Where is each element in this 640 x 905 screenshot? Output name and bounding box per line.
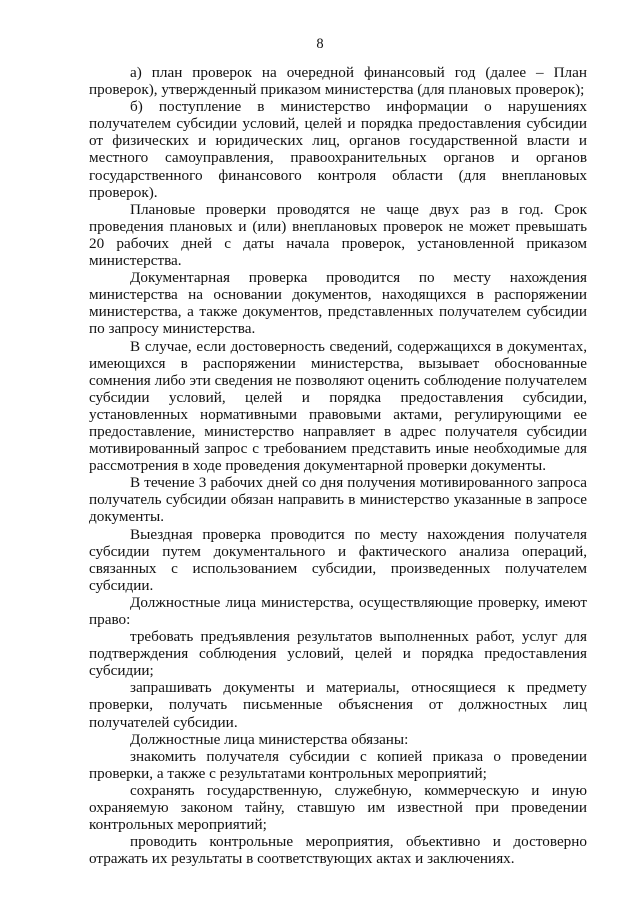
paragraph-duty-objectivity: проводить контрольные мероприятия, объективно и достоверно отражать их результаты в соответствующих актах и заключениях. [89, 833, 587, 868]
paragraph-violation-info: б) поступление в министерство информации о нарушениях получателем субсидии условий, целей и порядка предоставления субсидии от физических и юридических лиц, органов государственной власти и местного самоуправления, правоохранительных органов и органов государственного финансового контроля области (для внеплановых проверок). [89, 98, 587, 201]
paragraph-plan-checks: а) план проверок на очередной финансовый год (далее – План проверок), утвержденный приказом министерства (для плановых проверок); [89, 64, 587, 99]
paragraph-documentary-check: Документарная проверка проводится по месту нахождения министерства на основании документов, находящихся в распоряжении министерства, а также документов, представленных получателем субсидии по запросу министерства. [89, 269, 587, 338]
paragraph-duty-confidentiality: сохранять государственную, служебную, коммерческую и иную охраняемую законом тайну, ставшую им известной при проведении контрольных мероприятий; [89, 781, 587, 834]
paragraph-reasoned-request: В случае, если достоверность сведений, содержащихся в документах, имеющихся в распоряжении министерства, вызывает обоснованные сомнения либо эти сведения не позволяют оценить соблюдение получателем субсидии условий, целей и порядка предоставления субсидии, установленных нормативными правовыми актами, регулирующими ее предоставление, министерство направляет в адрес получателя субсидии мотивированный запрос с требованием представить иные необходимые для рассмотрения в ходе проведения документарной проверки документы. [89, 337, 587, 475]
paragraph-onsite-check: Выездная проверка проводится по месту нахождения получателя субсидии путем документального и фактического анализа операций, связанных с использованием субсидии, произведенных получателем субсидии. [89, 525, 587, 594]
paragraph-check-frequency: Плановые проверки проводятся не чаще двух раз в год. Срок проведения плановых и (или) внеплановых проверок не может превышать 20 рабочих дней с даты начала проверок, установленной приказом министерства. [89, 200, 587, 270]
document-body [89, 64, 587, 867]
paragraph-response-deadline: В течение 3 рабочих дней со дня получения мотивированного запроса получатель субсидии обязан направить в министерство указанные в запросе документы. [89, 474, 587, 526]
paragraph-duty-inform: знакомить получателя субсидии с копией приказа о проведении проверки, а также с результатами контрольных мероприятий; [89, 747, 587, 782]
paragraph-officials-duties: Должностные лица министерства обязаны: [130, 730, 409, 748]
paragraph-right-demand-results: требовать предъявления результатов выполненных работ, услуг для подтверждения соблюдения условий, целей и порядка предоставления субсидии; [89, 628, 587, 680]
paragraph-right-request-documents: запрашивать документы и материалы, относящиеся к предмету проверки, получать письменные объяснения от должностных лиц получателей субсидии. [89, 679, 587, 731]
page-number: 8 [316, 36, 324, 52]
paragraph-officials-rights: Должностные лица министерства, осуществляющие проверку, имеют право: [89, 593, 587, 628]
